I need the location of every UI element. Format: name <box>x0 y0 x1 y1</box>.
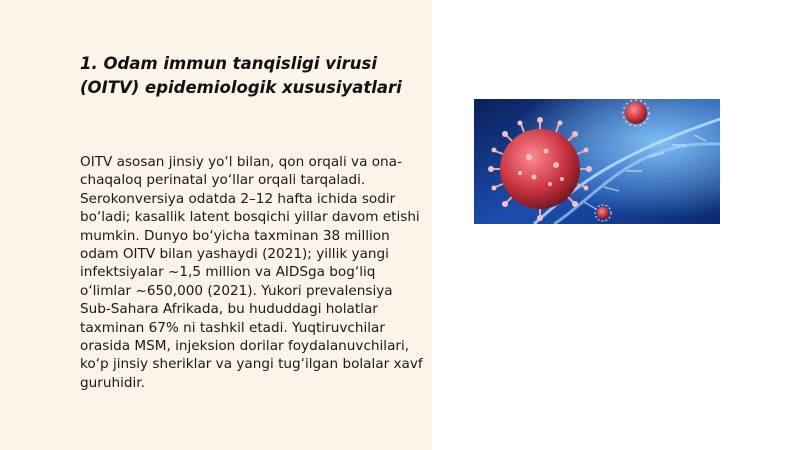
slide-body-text: OITV asosan jinsiy yo‘l bilan, qon orqali va ona-chaqaloq perinatal yo‘llar orqali tarqaladi. Serokonversiya odatda 2–12 hafta ichida sodir bo‘ladi; kasallik latent bosqichi yillar davom etishi mumkin. Dunyo bo‘yicha taxminan 38 million odam OITV bilan yashaydi (2021); yillik yangi infektsiyalar ~1,5 million va AIDSga bog‘liq o‘limlar ~650,000 (2021). Yukori prevalensiya Sub-Sahara Afrikada, bu hududdagi holatlar taxminan 67% ni tashkil etadi. Yuqtiruvchilar orasida MSM, injeksion dorilar foydalanuvchilari, ko‘p jinsiy sheriklar va yangi tug‘ilgan bolalar xavf guruhidir. <box>80 154 423 391</box>
virus-illustration <box>474 99 720 224</box>
main-virus <box>488 117 592 221</box>
slide-title: 1. Odam immun tanqisligi virusi (OITV) epidemiologik xususiyatlari <box>80 54 402 97</box>
small-virus-top <box>623 100 649 126</box>
virus-dna-image <box>474 99 720 224</box>
